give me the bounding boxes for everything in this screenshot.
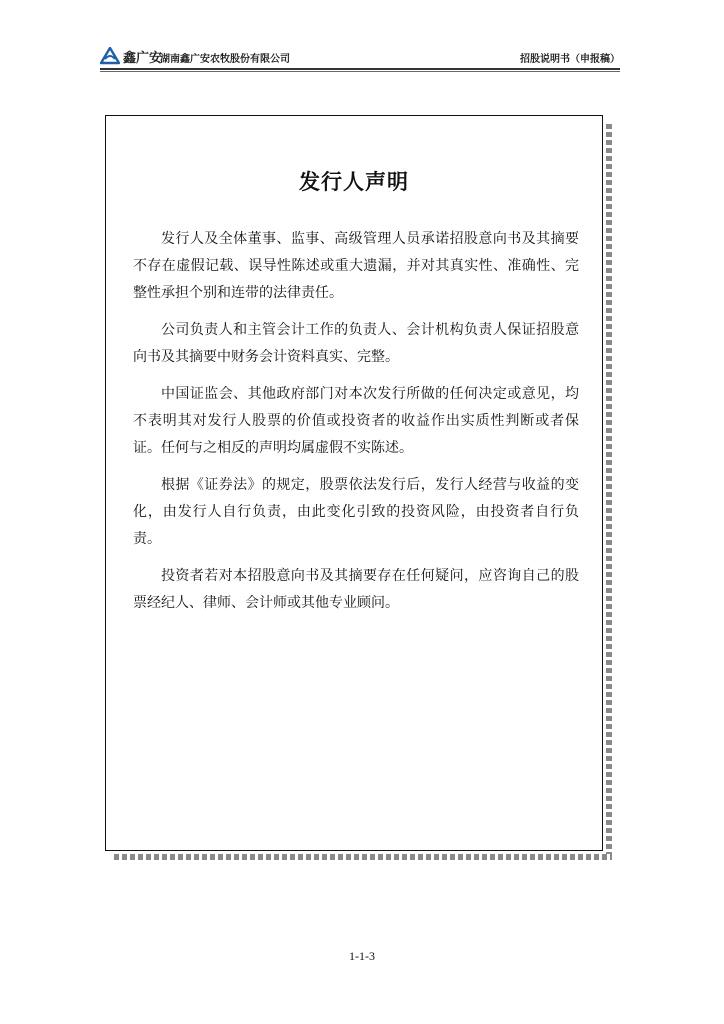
paragraph: 根据《证券法》的规定，股票依法发行后，发行人经营与收益的变化，由发行人自行负责，由此变化引致的投资风险，由投资者自行负责。: [133, 477, 579, 547]
logo-text: 鑫广安: [123, 50, 163, 66]
document-title: 招股说明书（申报稿）: [520, 54, 620, 65]
paragraph: 公司负责人和主管会计工作的负责人、会计机构负责人保证招股意向书及其摘要中财务会计资料真实、完整。: [133, 322, 579, 365]
paragraph: 投资者若对本招股意向书及其摘要存在任何疑问，应咨询自己的股票经纪人、律师、会计师或其他专业顾问。: [133, 568, 579, 611]
declaration-frame: [105, 115, 603, 851]
company-logo-icon: [100, 47, 120, 65]
header-divider: [100, 68, 620, 70]
frame-shadow-right: [606, 124, 612, 860]
paragraph: 发行人及全体董事、监事、高级管理人员承诺招股意向书及其摘要不存在虚假记载、误导性陈述或重大遗漏，并对其真实性、准确性、完整性承担个别和连带的法律责任。: [133, 231, 579, 301]
page-number: 1-1-3: [349, 949, 375, 963]
declaration-title: 发行人声明: [299, 170, 409, 194]
page-header: [100, 44, 620, 70]
frame-shadow-bottom: [114, 854, 612, 860]
company-name: 湖南鑫广安农牧股份有限公司: [160, 54, 290, 65]
header-divider-thin: [100, 71, 620, 72]
paragraph: 中国证监会、其他政府部门对本次发行所做的任何决定或意见，均不表明其对发行人股票的价值或投资者的收益作出实质性判断或者保证。任何与之相反的声明均属虚假不实陈述。: [133, 386, 579, 456]
company-logo: [100, 46, 162, 66]
declaration-body: [133, 226, 579, 627]
